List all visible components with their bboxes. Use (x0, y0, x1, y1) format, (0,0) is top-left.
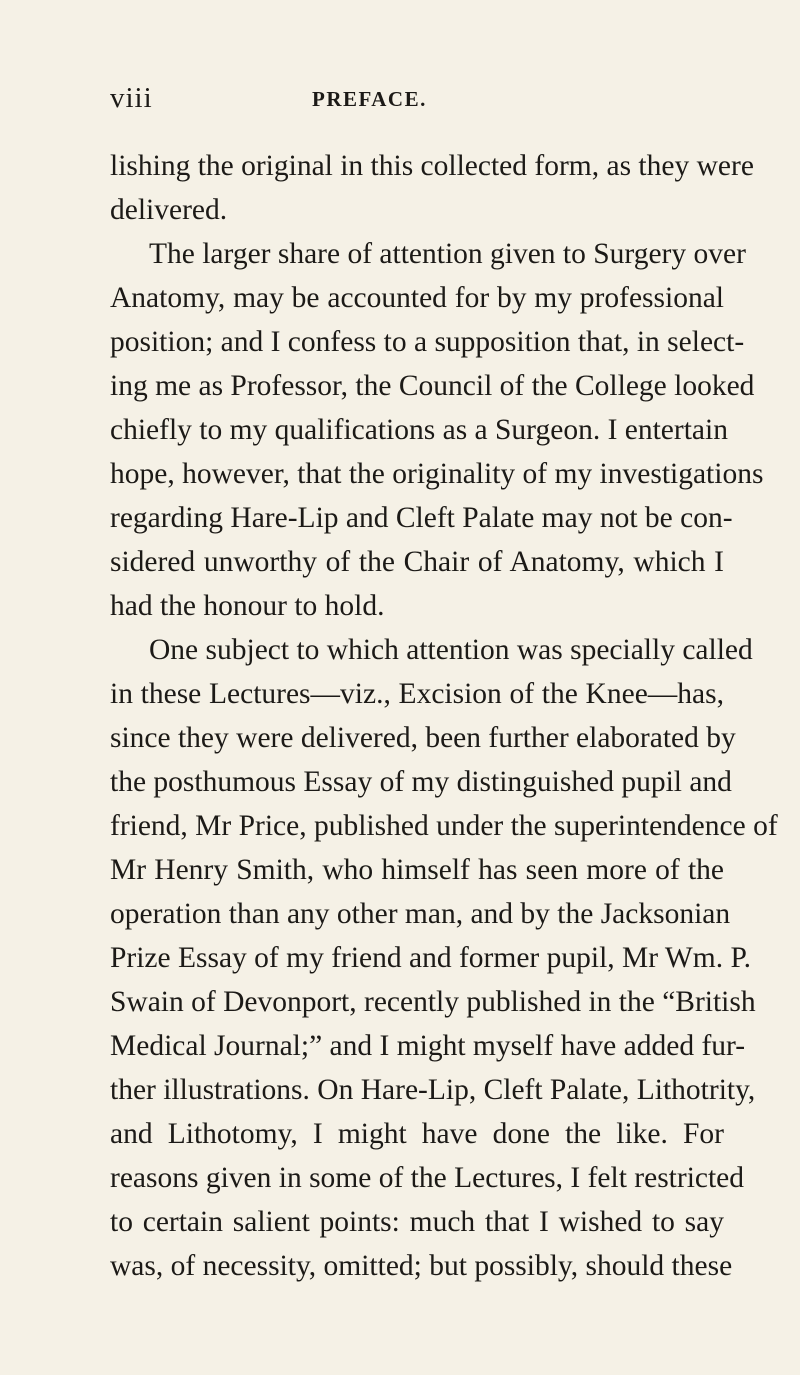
text-line: Anatomy, may be accounted for by my professional (110, 282, 724, 314)
running-head: PREFACE. (312, 87, 427, 111)
text-line: Prize Essay of my friend and former pupil, Mr Wm. P. (110, 942, 751, 974)
text-line: One subject to which attention was specially called (149, 634, 753, 666)
text-line: position; and I confess to a supposition that, in select- (110, 326, 745, 358)
text-line: hope, however, that the originality of my investigations (110, 458, 764, 490)
text-line: and Lithotomy, I might have done the like. For (110, 1118, 724, 1150)
text-line: friend, Mr Price, published under the superintendence of (110, 810, 778, 842)
text-line: had the honour to hold. (110, 590, 385, 622)
text-line: in these Lectures—viz., Excision of the Knee—has, (110, 678, 724, 710)
text-line: lishing the original in this collected form, as they were (110, 150, 754, 182)
text-line: sidered unworthy of the Chair of Anatomy, which I (110, 546, 724, 578)
text-line: since they were delivered, been further elaborated by (110, 722, 736, 754)
text-line: Mr Henry Smith, who himself has seen more of the (110, 854, 724, 886)
text-line: to certain salient points: much that I wished to say (110, 1206, 724, 1238)
text-line: regarding Hare-Lip and Cleft Palate may not be con- (110, 502, 733, 534)
page-number: viii (110, 82, 153, 114)
text-line: The larger share of attention given to Surgery over (149, 238, 746, 270)
text-line: operation than any other man, and by the Jacksonian (110, 898, 731, 930)
text-line: Medical Journal;” and I might myself have added fur- (110, 1030, 746, 1062)
text-line: reasons given in some of the Lectures, I felt restricted (110, 1162, 745, 1194)
text-line: delivered. (110, 194, 228, 226)
text-line: ing me as Professor, the Council of the College looked (110, 370, 755, 402)
text-line: chiefly to my qualifications as a Surgeon. I entertain (110, 414, 728, 446)
text-line: Swain of Devonport, recently published in the “British (110, 986, 756, 1018)
text-line: the posthumous Essay of my distinguished pupil and (110, 766, 732, 798)
text-line: ther illustrations. On Hare-Lip, Cleft Palate, Lithotrity, (110, 1074, 756, 1106)
text-line: was, of necessity, omitted; but possibly, should these (110, 1250, 733, 1282)
